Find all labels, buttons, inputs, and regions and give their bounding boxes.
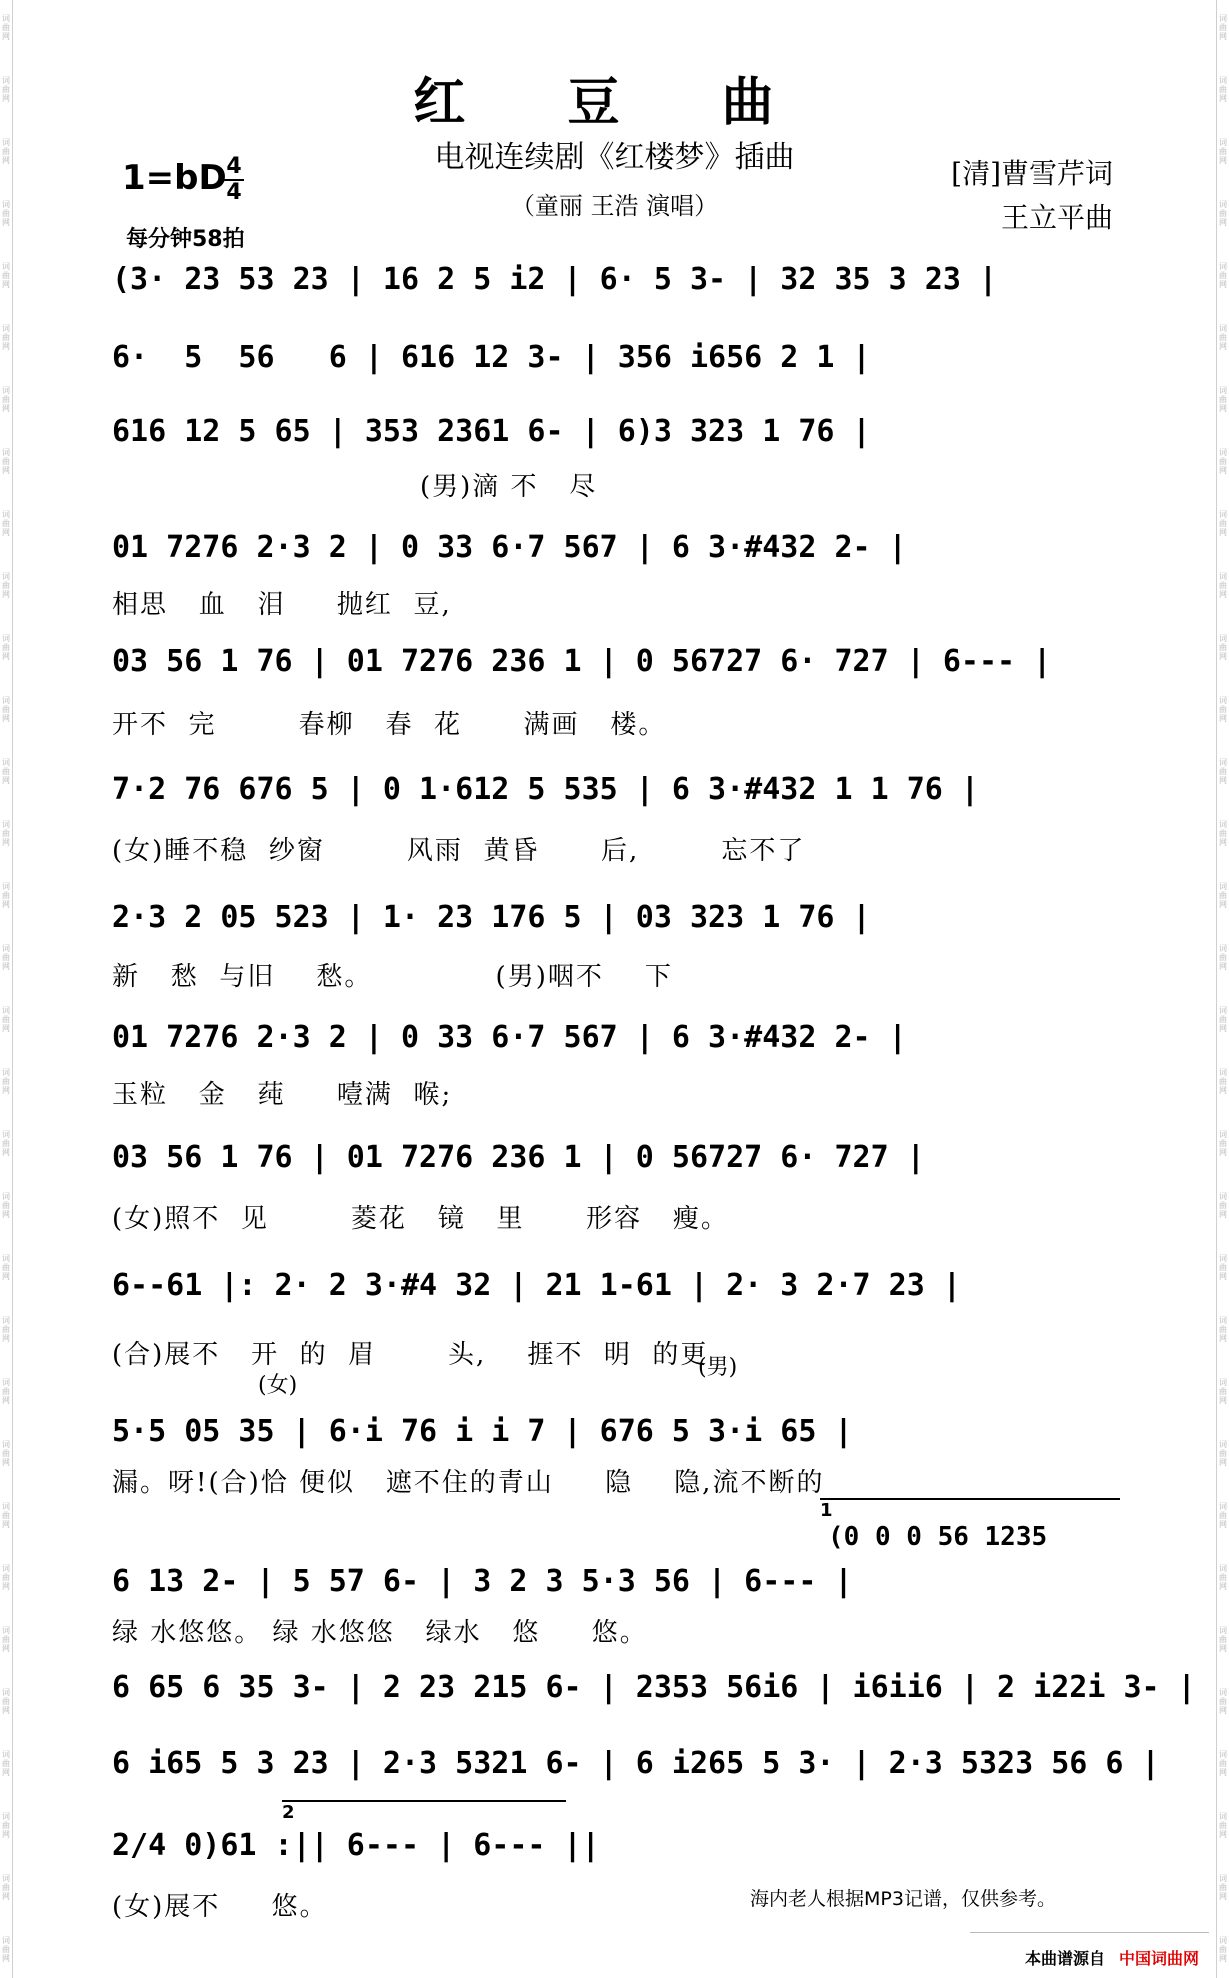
edge-watermark-text: 词 曲 网: [1219, 1812, 1227, 1839]
lyric-row: 玉粒 金 莼 噎满 喉;: [112, 1080, 453, 1110]
notation-row: 6--61 |: 2· 2 3·#4 32 | 21 1-61 | 2· 3 2·7 23 |: [112, 1268, 961, 1303]
edge-watermark-text: 词 曲 网: [2, 1812, 10, 1839]
edge-watermark-text: 词 曲 网: [1219, 758, 1227, 785]
notation-row: 01 7276 2·3 2 | 0 33 6·7 567 | 6 3·#432 2- |: [112, 530, 907, 565]
edge-watermark-text: 词 曲 网: [2, 138, 10, 165]
volta1-number: 1: [820, 1500, 833, 1521]
notation-row: 7·2 76 676 5 | 0 1·612 5 535 | 6 3·#432 1 1 76 |: [112, 772, 979, 807]
song-title: 红 豆 曲: [413, 72, 816, 133]
edge-watermark-text: 词 曲 网: [2, 634, 10, 661]
edge-watermark-text: 词 曲 网: [2, 448, 10, 475]
source-label: 本曲谱源自: [1024, 1949, 1105, 1968]
edge-watermark-text: 词 曲 网: [2, 14, 10, 41]
tempo-marking: 每分钟58拍: [126, 227, 245, 252]
notation-row: 2/4 0)61 :|| 6--- | 6--- ||: [112, 1828, 600, 1863]
lyric-row: (女)照不 见 菱花 镜 里 形容 瘦。: [112, 1204, 729, 1234]
edge-watermark-text: 词 曲 网: [1219, 1502, 1227, 1529]
edge-watermark-text: 词 曲 网: [2, 1502, 10, 1529]
footer-rule: [970, 1932, 1209, 1933]
edge-watermark-text: 词 曲 网: [1219, 324, 1227, 351]
edge-watermark-text: 词 曲 网: [1219, 14, 1227, 41]
edge-watermark-text: 词 曲 网: [1219, 448, 1227, 475]
transcriber-note: 海内老人根据MP3记谱，仅供参考。: [750, 1888, 1056, 1910]
edge-watermark-text: 词 曲 网: [2, 1688, 10, 1715]
edge-watermark-text: 词 曲 网: [2, 696, 10, 723]
edge-watermark-text: 词 曲 网: [1219, 944, 1227, 971]
lyric-row: (合)展不 开 的 眉 头, 捱不 明 的更: [112, 1340, 709, 1370]
volta2-bracket: [282, 1800, 566, 1823]
edge-watermark-text: 词 曲 网: [2, 1006, 10, 1033]
notation-row: (3· 23 53 23 | 16 2 5 i2 | 6· 5 3- | 32 35 3 23 |: [112, 262, 998, 297]
edge-watermark-text: 词 曲 网: [1219, 1936, 1227, 1963]
edge-watermark-text: 词 曲 网: [1219, 1688, 1227, 1715]
edge-watermark-text: 词 曲 网: [2, 200, 10, 227]
edge-watermark-text: 词 曲 网: [1219, 1192, 1227, 1219]
female-marker: (女): [258, 1373, 298, 1398]
edge-watermark-text: 词 曲 网: [1219, 138, 1227, 165]
edge-watermark-text: 词 曲 网: [1219, 1874, 1227, 1901]
edge-watermark-text: 词 曲 网: [2, 386, 10, 413]
edge-watermark-text: 词 曲 网: [2, 510, 10, 537]
edge-watermark-text: 词 曲 网: [1219, 1626, 1227, 1653]
edge-watermark-text: 词 曲 网: [1219, 634, 1227, 661]
edge-watermark-text: 词 曲 网: [1219, 882, 1227, 909]
edge-watermark-text: 词 曲 网: [2, 1316, 10, 1343]
edge-watermark-text: 词 曲 网: [2, 1068, 10, 1095]
lyric-row: 漏。呀!(合)恰 便似 遮不住的青山 隐 隐,流不断的: [112, 1468, 825, 1498]
credits: [951, 152, 1113, 240]
edge-watermark-text: 词 曲 网: [1219, 386, 1227, 413]
edge-watermark-text: 词 曲 网: [2, 1564, 10, 1591]
edge-watermark-text: 词 曲 网: [2, 1130, 10, 1157]
time-top: 4: [226, 154, 242, 179]
edge-watermark-text: 词 曲 网: [1219, 1068, 1227, 1095]
lyric-row: (女)展不 悠。: [112, 1892, 328, 1922]
notation-row: 6· 5 56 6 | 616 12 3- | 356 i656 2 1 |: [112, 340, 871, 375]
notation-row: 5·5 05 35 | 6·i 76 i i 7 | 676 5 3·i 65 |: [112, 1414, 853, 1449]
edge-watermark-text: 词 曲 网: [2, 1750, 10, 1777]
source-credit: [1025, 1946, 1199, 1969]
time-signature: [224, 156, 244, 204]
lyricist: [清]曹雪芹词: [951, 157, 1113, 190]
edge-watermark-text: 词 曲 网: [2, 76, 10, 103]
edge-watermark-text: 词 曲 网: [1219, 1254, 1227, 1281]
right-margin-strip: [1216, 0, 1229, 1978]
singers-line: （童丽 王浩 演唱）: [510, 192, 719, 220]
lyric-row: 新 愁 与旧 愁。 (男)咽不 下: [112, 962, 673, 992]
edge-watermark-text: 词 曲 网: [1219, 1564, 1227, 1591]
volta1-notes: (0 0 0 56 1235: [828, 1522, 1048, 1552]
edge-watermark-text: 词 曲 网: [1219, 820, 1227, 847]
edge-watermark-text: 词 曲 网: [2, 262, 10, 289]
edge-watermark-text: 词 曲 网: [2, 1936, 10, 1963]
edge-watermark-text: 词 曲 网: [2, 758, 10, 785]
edge-watermark-text: 词 曲 网: [2, 882, 10, 909]
edge-watermark-text: 词 曲 网: [2, 1440, 10, 1467]
edge-watermark-text: 词 曲 网: [2, 1874, 10, 1901]
edge-watermark-text: 词 曲 网: [1219, 510, 1227, 537]
site-name: 中国词曲网: [1118, 1949, 1199, 1968]
edge-watermark-text: 词 曲 网: [1219, 1750, 1227, 1777]
edge-watermark-text: 词 曲 网: [1219, 76, 1227, 103]
edge-watermark-text: 词 曲 网: [2, 1192, 10, 1219]
edge-watermark-text: 词 曲 网: [1219, 262, 1227, 289]
lyric-row: 绿 水悠悠。 绿 水悠悠 绿水 悠 悠。: [112, 1618, 648, 1648]
edge-watermark-text: 词 曲 网: [1219, 572, 1227, 599]
notation-row: 01 7276 2·3 2 | 0 33 6·7 567 | 6 3·#432 2- |: [112, 1020, 907, 1055]
edge-watermark-text: 词 曲 网: [1219, 1006, 1227, 1033]
edge-watermark-text: 词 曲 网: [2, 1626, 10, 1653]
lyric-row: (女)睡不稳 纱窗 风雨 黄昏 后, 忘不了: [112, 836, 806, 866]
edge-watermark-text: 词 曲 网: [2, 572, 10, 599]
edge-watermark-text: 词 曲 网: [1219, 1440, 1227, 1467]
edge-watermark-text: 词 曲 网: [1219, 1316, 1227, 1343]
lyric-row: (男)滴 不 尽: [112, 472, 598, 502]
notation-row: 2·3 2 05 523 | 1· 23 176 5 | 03 323 1 76 |: [112, 900, 871, 935]
notation-row: 6 65 6 35 3- | 2 23 215 6- | 2353 56i6 | i6ii6 | 2 i22i 3- |: [112, 1670, 1196, 1705]
edge-watermark-text: 词 曲 网: [2, 324, 10, 351]
edge-watermark-text: 词 曲 网: [1219, 200, 1227, 227]
volta1-bracket: [820, 1498, 1120, 1521]
edge-watermark-text: 词 曲 网: [1219, 696, 1227, 723]
notation-row: 6 13 2- | 5 57 6- | 3 2 3 5·3 56 | 6--- |: [112, 1564, 853, 1599]
time-bottom: 4: [226, 180, 242, 205]
notation-row: 6 i65 5 3 23 | 2·3 5321 6- | 6 i265 5 3· | 2·3 5323 56 6 |: [112, 1746, 1160, 1781]
edge-watermark-text: 词 曲 网: [2, 1254, 10, 1281]
volta2-number: 2: [282, 1802, 295, 1823]
composer: 王立平曲: [1000, 201, 1113, 234]
edge-watermark-text: 词 曲 网: [1219, 1130, 1227, 1157]
notation-row: 03 56 1 76 | 01 7276 236 1 | 0 56727 6· 727 | 6--- |: [112, 644, 1052, 679]
edge-watermark-text: 词 曲 网: [2, 944, 10, 971]
notation-row: 03 56 1 76 | 01 7276 236 1 | 0 56727 6· 727 |: [112, 1140, 925, 1175]
key-signature: 1=bD: [122, 158, 227, 198]
song-subtitle: 电视连续剧《红楼梦》插曲: [434, 140, 795, 175]
edge-watermark-text: 词 曲 网: [2, 1378, 10, 1405]
notation-row: 616 12 5 65 | 353 2361 6- | 6)3 323 1 76 |: [112, 414, 871, 449]
male-marker: (男): [698, 1355, 738, 1380]
left-margin-strip: [0, 0, 13, 1978]
edge-watermark-text: 词 曲 网: [2, 820, 10, 847]
lyric-row: 开不 完 春柳 春 花 满画 楼。: [112, 710, 667, 740]
edge-watermark-text: 词 曲 网: [1219, 1378, 1227, 1405]
lyric-row: 相思 血 泪 抛红 豆,: [112, 590, 452, 620]
